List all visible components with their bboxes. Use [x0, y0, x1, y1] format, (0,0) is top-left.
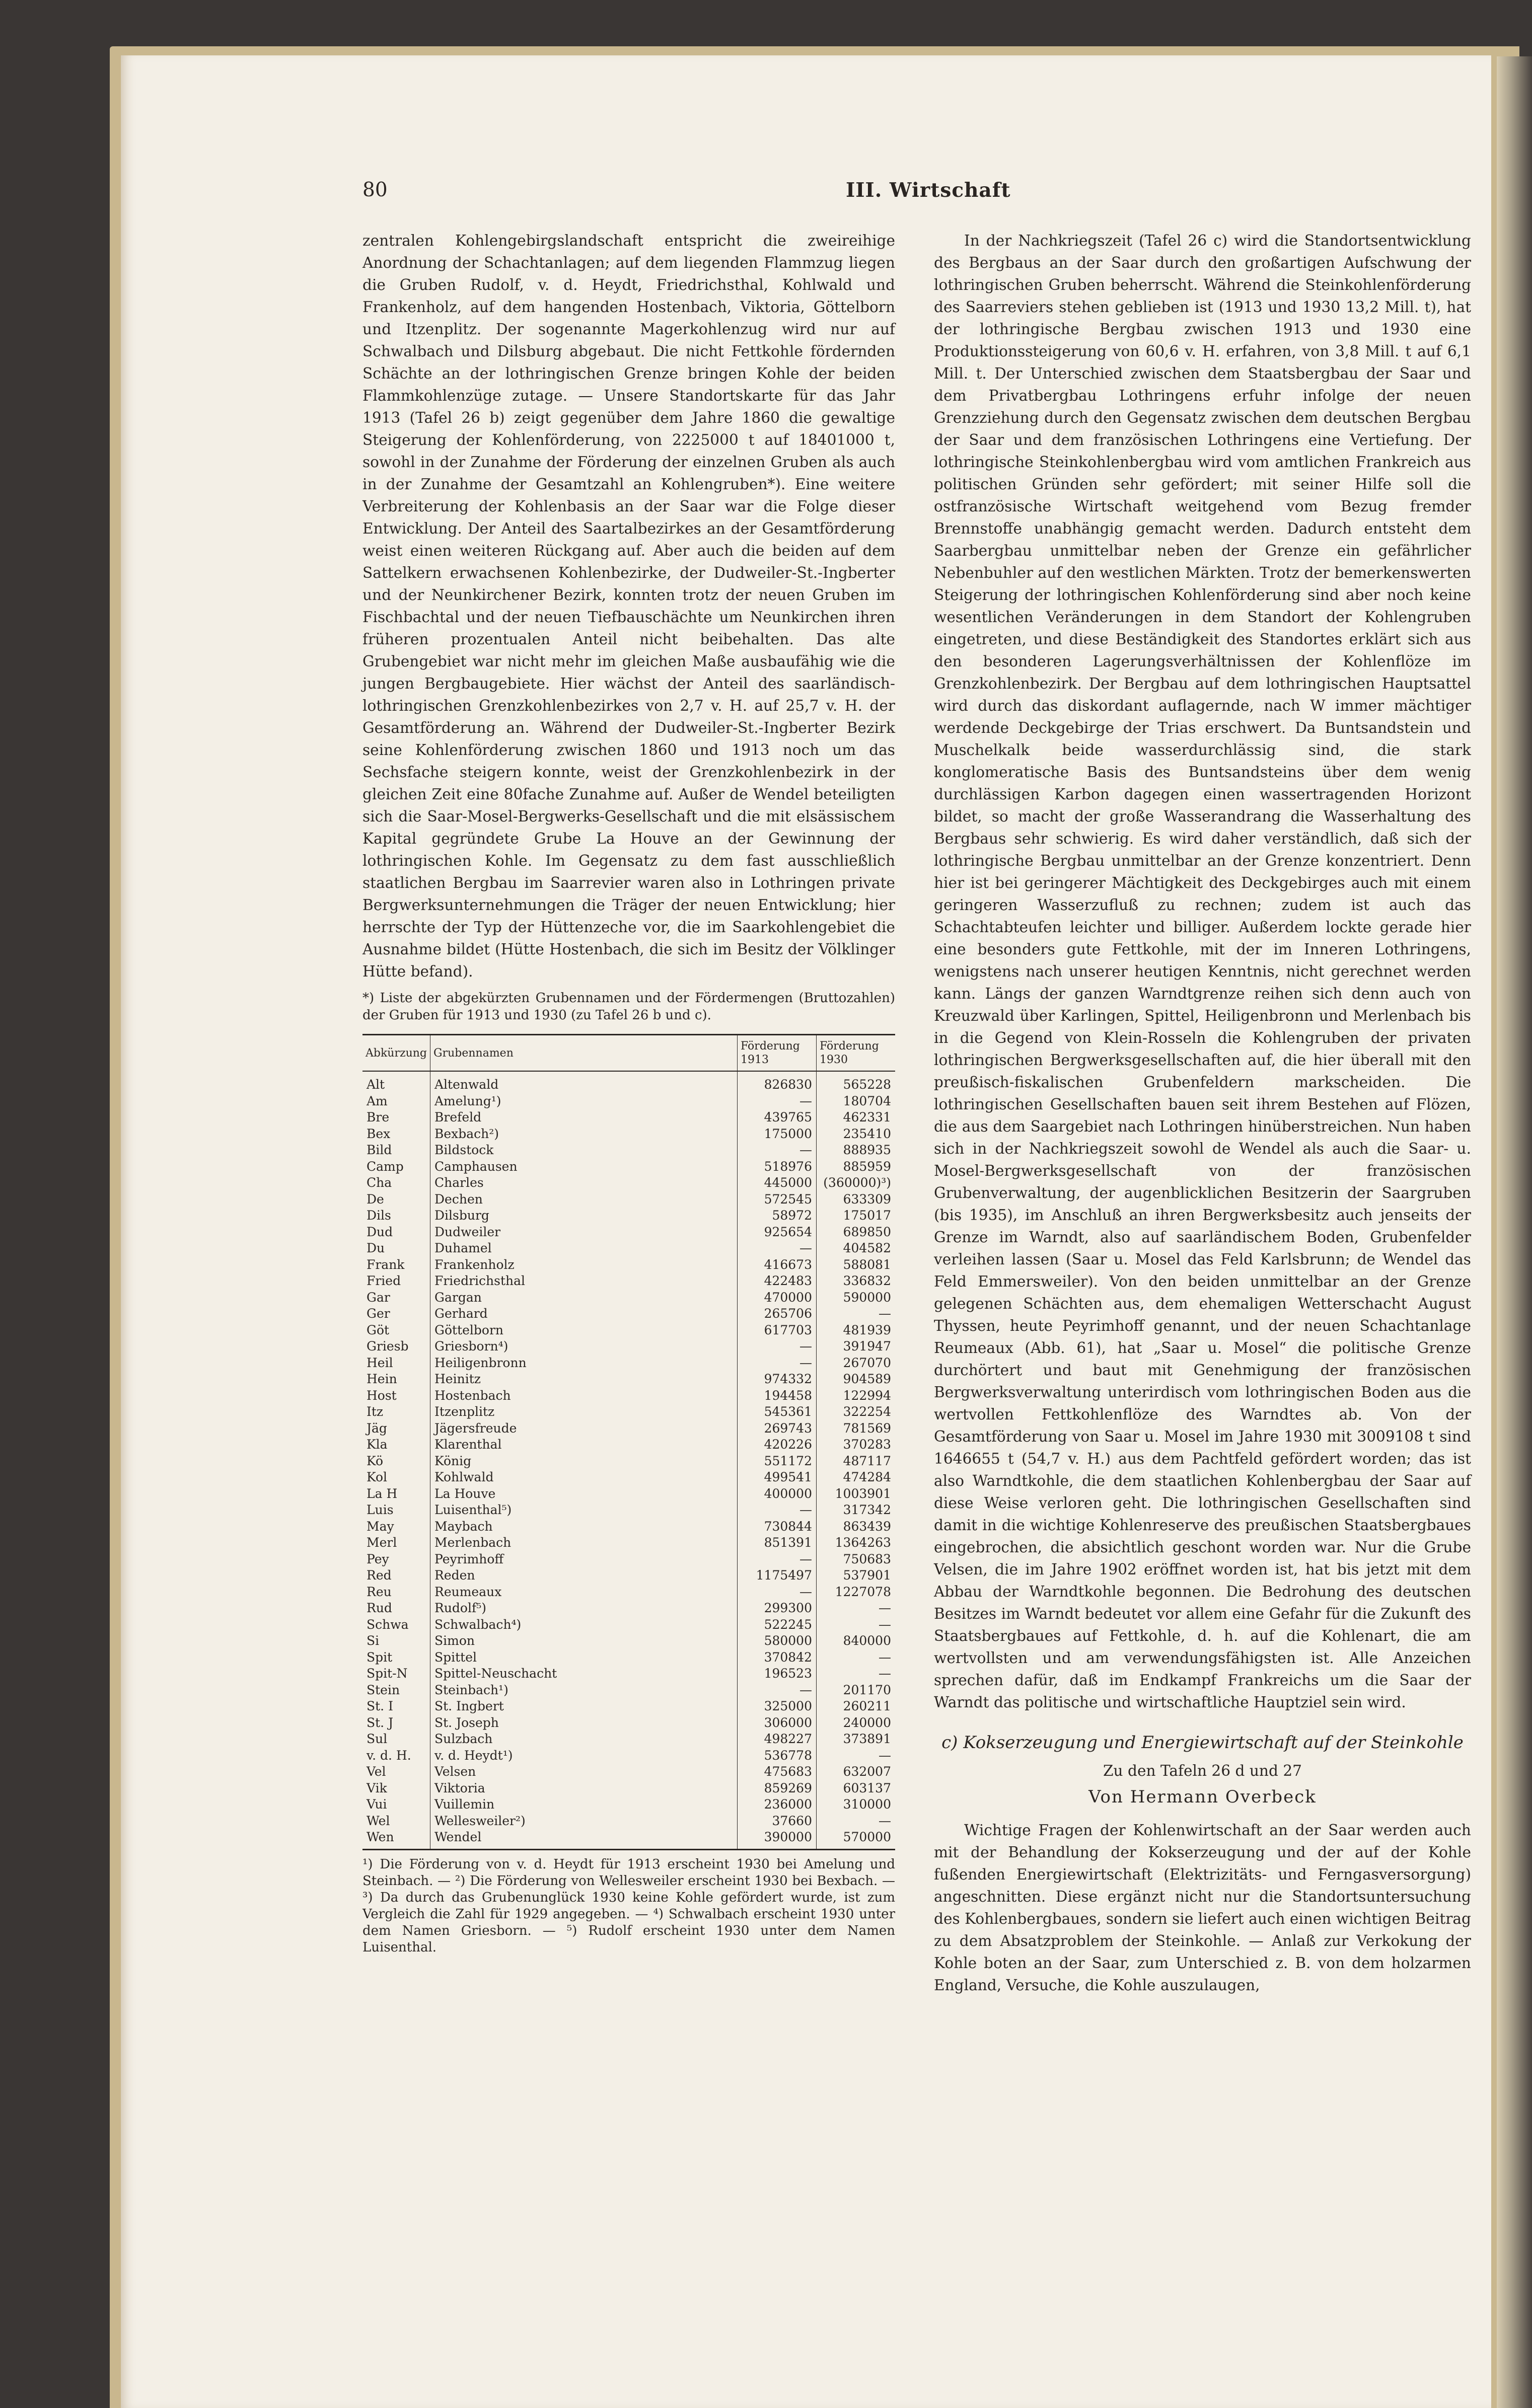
col-header-1913: Förderung 1913 [738, 1035, 817, 1072]
row-output-1913: 390000 [738, 1829, 817, 1849]
row-output-1930: — [817, 1617, 896, 1633]
right-column [934, 230, 1471, 1996]
row-output-1930: 322254 [817, 1404, 896, 1420]
row-mine-name: Spittel-Neuschacht [430, 1666, 738, 1682]
row-mine-name: Altenwald [430, 1071, 738, 1093]
row-output-1913: 269743 [738, 1420, 817, 1437]
row-output-1930: 588081 [817, 1257, 896, 1273]
row-mine-name: Charles [430, 1175, 738, 1191]
row-mine-name: Duhamel [430, 1240, 738, 1257]
author-line: Von Hermann Overbeck [1088, 1787, 1317, 1807]
row-mine-name: Wendel [430, 1829, 738, 1849]
table-row [362, 1191, 895, 1208]
table-row [362, 1748, 895, 1764]
row-output-1913: 580000 [738, 1633, 817, 1649]
row-output-1913: 175000 [738, 1126, 817, 1143]
row-mine-name: Spittel [430, 1649, 738, 1666]
row-output-1913: 499541 [738, 1469, 817, 1486]
table-row [362, 1071, 895, 1093]
row-output-1913: 545361 [738, 1404, 817, 1420]
row-abbr: Gar [367, 1290, 390, 1305]
row-output-1930: 632007 [817, 1764, 896, 1780]
row-output-1930: 175017 [817, 1208, 896, 1224]
row-mine-name: Camphausen [430, 1159, 738, 1175]
row-mine-name: Steinbach¹) [430, 1682, 738, 1699]
row-output-1913: 236000 [738, 1796, 817, 1813]
row-output-1930: 590000 [817, 1290, 896, 1306]
row-abbr: Ger [367, 1306, 390, 1321]
row-output-1930: 404582 [817, 1240, 896, 1257]
table-row [362, 1355, 895, 1372]
row-abbr: Spit-N [367, 1666, 408, 1681]
mine-table [362, 1034, 895, 1850]
row-output-1930: (360000)³) [817, 1175, 896, 1191]
table-row [362, 1159, 895, 1175]
row-mine-name: Heinitz [430, 1371, 738, 1388]
row-output-1930: 310000 [817, 1796, 896, 1813]
row-mine-name: Vuillemin [430, 1796, 738, 1813]
row-output-1913: 974332 [738, 1371, 817, 1388]
row-mine-name: Amelung¹) [430, 1093, 738, 1110]
row-abbr: St. I [367, 1699, 393, 1713]
table-row [362, 1126, 895, 1143]
table-row [362, 1109, 895, 1126]
table-row [362, 1715, 895, 1732]
table-row [362, 1780, 895, 1797]
row-output-1913: — [738, 1551, 817, 1568]
row-output-1913: 306000 [738, 1715, 817, 1732]
row-mine-name: Reumeaux [430, 1584, 738, 1601]
row-output-1913: 551172 [738, 1453, 817, 1470]
row-output-1930: 904589 [817, 1371, 896, 1388]
row-output-1930: — [817, 1813, 896, 1830]
row-mine-name: Luisenthal⁵) [430, 1502, 738, 1519]
row-output-1913: 445000 [738, 1175, 817, 1191]
row-output-1913: 194458 [738, 1388, 817, 1404]
row-abbr: Stein [367, 1682, 400, 1697]
table-row [362, 1649, 895, 1666]
row-output-1930: 235410 [817, 1126, 896, 1143]
table-row [362, 1698, 895, 1715]
row-output-1930: 336832 [817, 1273, 896, 1290]
row-output-1913: 422483 [738, 1273, 817, 1290]
row-mine-name: König [430, 1453, 738, 1470]
row-output-1913: 265706 [738, 1306, 817, 1322]
table-row [362, 1617, 895, 1633]
row-output-1930: 888935 [817, 1142, 896, 1159]
table-row [362, 1142, 895, 1159]
row-mine-name: La Houve [430, 1486, 738, 1502]
row-abbr: Hein [367, 1372, 397, 1386]
row-output-1913: — [738, 1338, 817, 1355]
row-abbr: Itz [367, 1404, 384, 1419]
row-output-1930: 122994 [817, 1388, 896, 1404]
row-mine-name: Brefeld [430, 1109, 738, 1126]
table-row [362, 1535, 895, 1551]
row-output-1930: 481939 [817, 1322, 896, 1339]
table-row [362, 1829, 895, 1849]
col-header-name: Grubennamen [430, 1035, 738, 1072]
row-mine-name: Dudweiler [430, 1224, 738, 1241]
row-output-1913: 617703 [738, 1322, 817, 1339]
row-abbr: Vui [367, 1797, 387, 1812]
table-row [362, 1404, 895, 1420]
row-abbr: Merl [367, 1535, 397, 1550]
row-abbr: May [367, 1519, 394, 1534]
row-abbr: Bex [367, 1126, 391, 1141]
row-output-1930: 840000 [817, 1633, 896, 1649]
row-mine-name: Gargan [430, 1290, 738, 1306]
row-mine-name: Kohlwald [430, 1469, 738, 1486]
row-output-1913: — [738, 1355, 817, 1372]
row-output-1930: 462331 [817, 1109, 896, 1126]
table-row [362, 1388, 895, 1404]
row-output-1913: 420226 [738, 1437, 817, 1453]
row-mine-name: v. d. Heydt¹) [430, 1748, 738, 1764]
table-row [362, 1502, 895, 1519]
row-mine-name: Peyrimhoff [430, 1551, 738, 1568]
row-mine-name: Itzenplitz [430, 1404, 738, 1420]
table-row [362, 1682, 895, 1699]
row-abbr: Spit [367, 1649, 393, 1665]
row-mine-name: Jägersfreude [430, 1420, 738, 1437]
row-output-1930: 570000 [817, 1829, 896, 1849]
row-abbr: Cha [367, 1175, 392, 1190]
col-header-abbr: Abkürzung [362, 1035, 430, 1072]
row-output-1913: 470000 [738, 1290, 817, 1306]
row-abbr: Kö [367, 1453, 384, 1468]
table-body [362, 1071, 895, 1849]
row-abbr: Dils [367, 1208, 391, 1223]
row-output-1913: 536778 [738, 1748, 817, 1764]
row-output-1930: — [817, 1600, 896, 1617]
row-mine-name: Dilsburg [430, 1208, 738, 1224]
table-footnotes: ¹) Die Förderung von v. d. Heydt für 1913 erscheint 1930 bei Amelung und Steinbach. — ²) Die Förderung von Wellesweiler erscheint 1930 bei Bexbach. — ³) Da durch das Grubenunglück 1930 keine Kohle gefördert wurde, ist zum Vergleich die Zahl für 1929 angegeben. — ⁴) Schwalbach erscheint 1930 unter dem Namen Griesborn. — ⁵) Rudolf erscheint 1930 unter dem Namen Luisenthal. [362, 1856, 895, 1955]
row-output-1930: 240000 [817, 1715, 896, 1732]
row-output-1913: — [738, 1584, 817, 1601]
row-output-1913: 572545 [738, 1191, 817, 1208]
table-row [362, 1322, 895, 1339]
row-output-1930: 1227078 [817, 1584, 896, 1601]
row-output-1930: — [817, 1649, 896, 1666]
table-row [362, 1633, 895, 1649]
table-row [362, 1257, 895, 1273]
row-abbr: Am [367, 1093, 388, 1108]
row-output-1930: 180704 [817, 1093, 896, 1110]
row-abbr: Kla [367, 1437, 388, 1452]
row-mine-name: Friedrichsthal [430, 1273, 738, 1290]
row-abbr: Vik [367, 1780, 387, 1795]
book-right-edge [1497, 56, 1532, 2408]
row-abbr: Sul [367, 1732, 388, 1746]
table-row [362, 1469, 895, 1486]
row-abbr: Vel [367, 1764, 386, 1779]
row-output-1913: 400000 [738, 1486, 817, 1502]
row-abbr: Göt [367, 1322, 390, 1337]
row-mine-name: Sulzbach [430, 1731, 738, 1748]
row-output-1913: 730844 [738, 1519, 817, 1535]
table-row [362, 1175, 895, 1191]
row-abbr: St. J [367, 1715, 394, 1730]
row-output-1913: 925654 [738, 1224, 817, 1241]
table-row [362, 1567, 895, 1584]
row-output-1913: 416673 [738, 1257, 817, 1273]
row-output-1913: 475683 [738, 1764, 817, 1780]
table-row [362, 1093, 895, 1110]
row-mine-name: Frankenholz [430, 1257, 738, 1273]
row-output-1930: 201170 [817, 1682, 896, 1699]
row-mine-name: Maybach [430, 1519, 738, 1535]
table-row [362, 1240, 895, 1257]
right-paragraph-2: Wichtige Fragen der Kohlenwirtschaft an der Saar werden auch mit der Behandlung der Kokserzeugung und der auf der Kohle fußenden Energiewirtschaft (Elektrizitäts- und Ferngasversorgung) angeschnitten. Diese ergänzt nicht nur die Standortsuntersuchung des Kohlenbergbaues, sondern sie liefert auch einen wichtigen Beitrag zu dem Absatzproblem der Steinkohle. — Anlaß zur Verkokung der Kohle boten an der Saar, zum Unterschied z. B. von dem holzarmen England, Versuche, die Kohle auszulaugen, [934, 1822, 1471, 1994]
row-mine-name: Bexbach²) [430, 1126, 738, 1143]
table-row [362, 1290, 895, 1306]
section-title: III. Wirtschaft [846, 179, 1011, 202]
table-row [362, 1273, 895, 1290]
row-abbr: Griesb [367, 1339, 409, 1353]
row-abbr: Rud [367, 1601, 392, 1615]
table-row [362, 1486, 895, 1502]
row-abbr: Wen [367, 1830, 394, 1844]
table-row [362, 1551, 895, 1568]
row-mine-name: Gerhard [430, 1306, 738, 1322]
row-mine-name: Wellesweiler²) [430, 1813, 738, 1830]
table-row [362, 1600, 895, 1617]
row-output-1930: — [817, 1666, 896, 1682]
table-header-row [362, 1035, 895, 1072]
row-mine-name: Simon [430, 1633, 738, 1649]
row-output-1930: 689850 [817, 1224, 896, 1241]
row-output-1930: 750683 [817, 1551, 896, 1568]
row-output-1913: — [738, 1682, 817, 1699]
row-abbr: v. d. H. [367, 1748, 411, 1763]
row-output-1930: 391947 [817, 1338, 896, 1355]
page-number: 80 [362, 179, 388, 201]
subsection-title: c) Kokserzeugung und Energiewirtschaft auf der Steinkohle [941, 1733, 1464, 1753]
table-row [362, 1796, 895, 1813]
table-row [362, 1437, 895, 1453]
row-mine-name: St. Joseph [430, 1715, 738, 1732]
row-mine-name: Merlenbach [430, 1535, 738, 1551]
row-abbr: Kol [367, 1470, 388, 1484]
row-abbr: Bild [367, 1143, 392, 1157]
table-row [362, 1764, 895, 1780]
right-paragraph: In der Nachkriegszeit (Tafel 26 c) wird die Standortsentwicklung des Bergbaus an der Saar durch den großartigen Aufschwung der lothringischen Gruben beherrscht. Während die Steinkohlenförderung des Saarreviers stehen geblieben ist (1913 und 1930 13,2 Mill. t), hat der lothringische Bergbau zwischen 1913 und 1930 eine Produktionssteigerung von 60,6 v. H. erfahren, von 3,8 Mill. t auf 6,1 Mill. t. Der Unterschied zwischen dem Staatsbergbau der Saar und dem Privatbergbau Lothringens erfuhr infolge der neuen Grenzziehung durch den Gegensatz zwischen dem deutschen Bergbau der Saar und dem französischen Lothringens eine Vertiefung. Der lothringische Steinkohlenbergbau wird vom amtlichen Frankreich aus politischen Gründen sehr gefördert; mit seiner Hilfe soll die ostfranzösische Wirtschaft weitgehend vom Bezug fremder Brennstoffe unabhängig gemacht werden. Dadurch entsteht dem Saarbergbau unmittelbar neben der Grenze ein gefährlicher Nebenbuhler auf den westlichen Märkten. Trotz der bemerkenswerten Steigerung der lothringischen Kohlenförderung sind aber noch keine wesentlichen Veränderungen in dem Standort der Kohlengruben eingetreten, und diese Beständigkeit des Standortes erklärt sich aus den besonderen Lagerungsverhältnissen der Kohlenflöze im Grenzkohlenbezirk. Der Bergbau auf dem lothringischen Hauptsattel wird durch das diskordant auflagernde, nach W immer mächtiger werdende Deckgebirge der Trias erschwert. Da Buntsandstein und Muschelkalk beide wasserdurchlässig sind, die stark konglomeratische Basis des Buntsandsteins über dem wenig durchlässigen Karbon dagegen einen wassertragenden Horizont bildet, so macht der große Wasserandrang die Wasserhaltung des Bergbaus sehr schwierig. Es wird daher verständlich, daß sich der lothringische Bergbau unmittelbar an der Grenze konzentriert. Denn hier ist bei geringerer Mächtigkeit des Deckgebirges auch mit einem geringeren Wasserzufluß zu rechnen; zudem ist auch das Schachtabteufen leichter und billiger. Außerdem lockte gerade hier eine besonders gute Fettkohle, mit der im Inneren Lothringens, wenigstens nach unserer heutigen Kenntnis, nicht gerechnet werden kann. Längs der ganzen Warndtgrenze reihen sich denn auch von Kreuzwald über Karlingen, Spittel, Heiligenbronn und Merlenbach bis in die Gegend von Klein-Rosseln die Kohlengruben der privaten lothringischen Bergwerksgesellschaften auf, die hier überall mit den preußisch-fiskalischen Grubenfeldern markscheiden. Die lothringischen Gesellschaften bauen seit ihrem Bestehen auf Flözen, die aus dem Saargebiet nach Lothringen hinüberstreichen. Nun haben sich in der Nachkriegszeit sowohl de Wendel als auch die Saar- u. Mosel-Bergwerksgesellschaft von der französischen Grubenverwaltung, der augenblicklichen Besitzerin der Saargruben (bis 1935), im Anschluß an ihren Bergwerksbesitz auch jenseits der Grenze im Warndt, also auf saarländischem Boden, Grubenfelder verleihen lassen (Saar u. Mosel das Feld Karlsbrunn; de Wendel das Feld Emmersweiler). Von den beiden unmittelbar an der Grenze gelegenen Schächten aus, dem ehemaligen Wetterschacht August Thyssen, heute Peyrimhoff genannt, und der neuen Schachtanlage Reumeaux (Abb. 61), hat „Saar u. Mosel“ die politische Grenze durchörtert und baut mit Genehmigung der französischen Bergwerksverwaltung unterirdisch vom lothringischen Boden aus die wertvollen Fettkohlenflöze des Warndtes ab. Von der Gesamtförderung von Saar u. Mosel im Jahre 1930 mit 3009108 t sind 1646655 t (54,7 v. H.) aus dem Pachtfeld gefördert worden; das ist also Warndtkohle, die dem staatlichen Kohlenbergbau der Saar auf diese Weise verloren geht. Die lothringischen Gesellschaften sind damit in die wichtige Kohlenreserve des preußischen Staatsbergbaues eingebrochen, die absichtlich geschont worden war. Nur die Grube Velsen, die im Jahre 1902 eröffnet worden ist, hat bis jetzt mit dem Abbau der Warndtkohle begonnen. Die Bedrohung des deutschen Besitzes im Warndt bedeutet vor allem eine Gefahr für die Zukunft des Staatsbergbaues auf Fettkohle, d. h. auf die Kohlenart, die am wertvollsten und am verwendungsfähigsten ist. Alle Anzeichen sprechen dafür, daß im Endkampf Frankreichs um die Saar der Warndt das politische und wirtschaftliche Hauptziel sein wird. [934, 232, 1471, 1711]
row-output-1930: 1364263 [817, 1535, 896, 1551]
row-output-1930: 373891 [817, 1731, 896, 1748]
table-row [362, 1813, 895, 1830]
left-column [362, 230, 895, 1956]
left-paragraph: zentralen Kohlengebirgslandschaft entspricht die zweireihige Anordnung der Schachtanlagen; auf dem liegenden Flammzug liegen die Gruben Rudolf, v. d. Heydt, Friedrichsthal, Kohlwald und Frankenholz, auf dem hangenden Hostenbach, Viktoria, Göttelborn und Itzenplitz. Der sogenannte Magerkohlenzug wird nur auf Schwalbach und Dilsburg abgebaut. Die nicht Fettkohle fördernden Schächte an der lothringischen Grenze bringen Kohle der beiden Flammkohlenzüge zutage. — Unsere Standortskarte für das Jahr 1913 (Tafel 26 b) zeigt gegenüber dem Jahre 1860 die gewaltige Steigerung der Kohlenförderung, von 2225000 t auf 18401000 t, sowohl in der Zunahme der Förderung der einzelnen Gruben als auch in der Zunahme der Gesamtzahl an Kohlengruben*). Eine weitere Verbreiterung der Kohlenbasis an der Saar war die Folge dieser Entwicklung. Der Anteil des Saartalbezirkes an der Gesamtförderung weist einen weiteren Rückgang auf. Aber auch die beiden auf dem Sattelkern erwachsenen Kohlenbezirke, der Dudweiler-St.-Ingberter und der Neunkirchener Bezirk, konnten trotz der neuen Gruben im Fischbachtal und der neuen Tiefbauschächte um Neunkirchen ihren früheren prozentualen Anteil nicht beibehalten. Das alte Grubengebiet war nicht mehr im gleichen Maße ausbaufähig wie die jungen Bergbaugebiete. Hier wächst der Anteil des saarländisch-lothringischen Grenzkohlenbezirkes von 2,7 v. H. auf 25,7 v. H. der Gesamtförderung an. Während der Dudweiler-St.-Ingberter Bezirk seine Kohlenförderung zwischen 1860 und 1913 noch um das Sechsfache steigern konnte, weist der Grenzkohlenbezirk in der gleichen Zeit eine 80fache Zunahme auf. Außer de Wendel beteiligten sich die Saar-Mosel-Bergwerks-Gesellschaft und die mit elsässischem Kapital gegründete Grube La Houve an der Gewinnung der lothringischen Kohle. Im Gegensatz zu dem fast ausschließlich staatlichen Bergbau im Saarrevier waren also in Lothringen private Bergwerksunternehmungen die Träger der neuen Entwicklung; hier herrschte der Typ der Hüttenzeche vor, die im Saarkohlengebiet die Ausnahme bildet (Hütte Hostenbach, die sich im Besitz der Völklinger Hütte befand). [362, 232, 895, 980]
row-mine-name: Reden [430, 1567, 738, 1584]
table-row [362, 1208, 895, 1224]
row-output-1930: 260211 [817, 1698, 896, 1715]
table-row [362, 1453, 895, 1470]
row-output-1913: 58972 [738, 1208, 817, 1224]
row-output-1913: 518976 [738, 1159, 817, 1175]
row-output-1913: — [738, 1093, 817, 1110]
row-output-1913: — [738, 1502, 817, 1519]
row-output-1913: 498227 [738, 1731, 817, 1748]
row-output-1913: 196523 [738, 1666, 817, 1682]
row-output-1913: 439765 [738, 1109, 817, 1126]
table-row [362, 1371, 895, 1388]
table-row [362, 1731, 895, 1748]
row-output-1913: 370842 [738, 1649, 817, 1666]
col-header-1930: Förderung 1930 [817, 1035, 896, 1072]
row-output-1930: 537901 [817, 1567, 896, 1584]
row-output-1913: 826830 [738, 1071, 817, 1093]
table-note: *) Liste der abgekürzten Grubennamen und der Fördermengen (Bruttozahlen) der Gruben für 1913 und 1930 (zu Tafel 26 b und c). [362, 991, 895, 1023]
row-mine-name: Dechen [430, 1191, 738, 1208]
row-abbr: Wel [367, 1813, 390, 1828]
row-mine-name: Heiligenbronn [430, 1355, 738, 1372]
row-output-1930: 633309 [817, 1191, 896, 1208]
row-output-1913: 851391 [738, 1535, 817, 1551]
row-output-1913: 1175497 [738, 1567, 817, 1584]
row-abbr: Jäg [367, 1420, 387, 1436]
row-mine-name: Viktoria [430, 1780, 738, 1797]
row-output-1930: 781569 [817, 1420, 896, 1437]
row-output-1913: 522245 [738, 1617, 817, 1633]
subsection-reference: Zu den Tafeln 26 d und 27 [1103, 1762, 1302, 1779]
row-output-1913: — [738, 1240, 817, 1257]
table-row [362, 1519, 895, 1535]
row-abbr: Host [367, 1388, 397, 1403]
row-output-1930: 267070 [817, 1355, 896, 1372]
row-abbr: La H [367, 1486, 398, 1501]
row-output-1930: — [817, 1748, 896, 1764]
table-row [362, 1224, 895, 1241]
row-abbr: Dud [367, 1224, 393, 1239]
row-abbr: Reu [367, 1584, 392, 1599]
row-abbr: Fried [367, 1273, 401, 1288]
table-row [362, 1306, 895, 1322]
row-mine-name: Velsen [430, 1764, 738, 1780]
row-abbr: De [367, 1191, 384, 1207]
row-output-1930: 603137 [817, 1780, 896, 1797]
row-abbr: Schwa [367, 1617, 409, 1632]
row-output-1930: — [817, 1306, 896, 1322]
running-header [362, 179, 1510, 209]
row-mine-name: Göttelborn [430, 1322, 738, 1339]
row-mine-name: Bildstock [430, 1142, 738, 1159]
row-mine-name: Griesborn⁴) [430, 1338, 738, 1355]
row-mine-name: Rudolf⁵) [430, 1600, 738, 1617]
row-mine-name: Hostenbach [430, 1388, 738, 1404]
row-output-1930: 565228 [817, 1071, 896, 1093]
table-row [362, 1420, 895, 1437]
table-row [362, 1584, 895, 1601]
row-abbr: Luis [367, 1502, 394, 1517]
row-output-1913: 859269 [738, 1780, 817, 1797]
row-output-1913: 299300 [738, 1600, 817, 1617]
row-output-1930: 863439 [817, 1519, 896, 1535]
row-abbr: Red [367, 1568, 392, 1583]
row-abbr: Alt [367, 1077, 385, 1092]
row-output-1913: — [738, 1142, 817, 1159]
row-abbr: Bre [367, 1110, 390, 1124]
row-abbr: Camp [367, 1159, 404, 1174]
row-output-1930: 487117 [817, 1453, 896, 1470]
row-output-1930: 885959 [817, 1159, 896, 1175]
row-output-1930: 474284 [817, 1469, 896, 1486]
row-output-1930: 1003901 [817, 1486, 896, 1502]
row-abbr: Pey [367, 1551, 389, 1566]
row-output-1913: 325000 [738, 1698, 817, 1715]
row-mine-name: Klarenthal [430, 1437, 738, 1453]
row-abbr: Frank [367, 1257, 405, 1272]
row-output-1930: 317342 [817, 1502, 896, 1519]
table-row [362, 1666, 895, 1682]
row-abbr: Du [367, 1241, 385, 1255]
table-row [362, 1338, 895, 1355]
row-abbr: Heil [367, 1355, 393, 1370]
row-abbr: Si [367, 1633, 380, 1648]
row-output-1930: 370283 [817, 1437, 896, 1453]
row-output-1913: 37660 [738, 1813, 817, 1830]
row-mine-name: Schwalbach⁴) [430, 1617, 738, 1633]
row-mine-name: St. Ingbert [430, 1698, 738, 1715]
